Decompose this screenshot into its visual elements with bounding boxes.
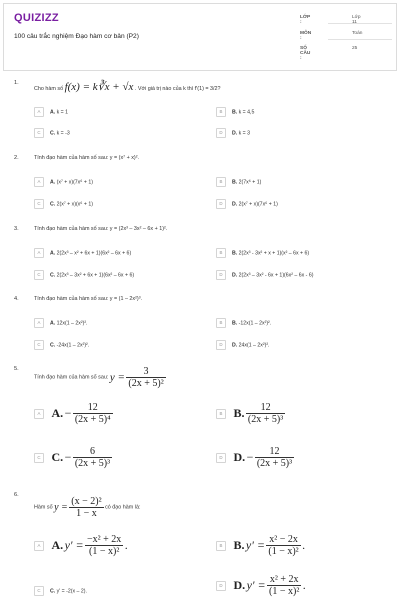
fraction-denominator: (2x + 5)³	[74, 458, 111, 469]
meta-value: Lớp 11	[352, 15, 361, 25]
question-text: Tính đạo hàm của hàm số sau: y = (1 – 2x²)³.	[34, 296, 143, 302]
fraction-numerator: 12	[260, 402, 271, 413]
option-tail: .	[124, 538, 128, 552]
meta-key: MÔN :	[300, 31, 312, 41]
option-label: A.	[50, 320, 56, 327]
option-label: D.	[233, 578, 246, 592]
option-c[interactable]	[34, 128, 70, 138]
option-label: D.	[232, 201, 238, 208]
option-box[interactable]: D	[216, 128, 226, 138]
fraction-numerator: 12	[87, 402, 98, 413]
option-box[interactable]: B	[216, 541, 226, 551]
question-prefix: Cho hàm số	[34, 86, 64, 92]
option-c[interactable]	[34, 446, 112, 469]
formula-lhs: y =	[109, 371, 125, 384]
option-b[interactable]	[216, 402, 285, 425]
question-suffix: có đạo hàm là:	[105, 504, 141, 511]
option-d[interactable]	[216, 446, 294, 469]
question-formula: f(x) = k∛x + √x	[64, 81, 134, 93]
option-box[interactable]: D	[216, 453, 226, 463]
option-label: A.	[51, 538, 64, 552]
fraction-numerator: 3	[143, 366, 149, 377]
fraction-denominator: 1 − x	[69, 507, 103, 519]
option-text: k = -3	[56, 130, 70, 137]
option-label: C.	[50, 201, 56, 208]
formula-fraction	[69, 496, 103, 519]
question-number: 2.	[14, 155, 19, 161]
option-box[interactable]: A	[34, 177, 44, 187]
option-fraction	[255, 446, 294, 469]
option-fraction	[73, 402, 113, 425]
option-box[interactable]: C	[34, 340, 44, 350]
option-fraction	[73, 446, 112, 469]
meta-value: 25	[352, 46, 358, 51]
divider	[328, 23, 392, 24]
option-text: 24x(1 – 2x²)².	[238, 342, 270, 349]
option-sign: −	[64, 450, 72, 464]
option-d[interactable]	[216, 270, 313, 280]
option-text: 2(2x³ – 3x² - 6x + 1)(6x² – 6x - 6)	[238, 272, 314, 279]
option-label: D.	[233, 450, 246, 464]
option-c[interactable]	[34, 586, 87, 596]
option-label: A.	[50, 179, 56, 186]
option-a[interactable]	[34, 534, 128, 557]
option-text: 2(7x⁶ + 1)	[238, 179, 262, 186]
fraction-denominator: (2x + 5)³	[247, 414, 284, 425]
option-box[interactable]: A	[34, 107, 44, 117]
option-box[interactable]: B	[216, 248, 226, 258]
option-fraction	[85, 534, 123, 557]
option-b[interactable]	[216, 248, 309, 258]
option-box[interactable]: B	[216, 318, 226, 328]
option-b[interactable]	[216, 534, 305, 557]
option-text: -12x(1 – 2x²)².	[238, 320, 272, 327]
option-lhs: y' =	[246, 578, 266, 592]
option-fraction	[267, 574, 301, 597]
option-label: C.	[50, 342, 56, 349]
option-box[interactable]: B	[216, 409, 226, 419]
fraction-denominator: (2x + 5)⁴	[74, 414, 111, 425]
option-label: A.	[50, 109, 56, 116]
option-c[interactable]	[34, 199, 93, 209]
question-text: Tính đạo hàm của hàm số sau: y = (x⁷ + x)².	[34, 155, 140, 161]
option-label: C.	[51, 450, 64, 464]
option-b[interactable]	[216, 318, 271, 328]
question-text	[34, 80, 221, 93]
option-label: B.	[233, 406, 245, 420]
question-text	[34, 366, 166, 389]
option-box[interactable]: D	[216, 270, 226, 280]
option-label: B.	[232, 109, 238, 116]
meta-value: Toán	[352, 31, 363, 36]
option-b[interactable]	[216, 177, 261, 187]
option-box[interactable]: C	[34, 453, 44, 463]
option-label: C.	[50, 130, 56, 137]
option-label: A.	[50, 250, 56, 257]
option-box[interactable]: C	[34, 586, 44, 596]
question-text: Tính đạo hàm của hàm số sau: y = (2x³ – 3x² – 6x + 1)².	[34, 226, 168, 232]
option-box[interactable]: A	[34, 318, 44, 328]
option-a[interactable]	[34, 318, 88, 328]
question-number: 3.	[14, 226, 19, 232]
fraction-denominator: (1 − x)²	[269, 586, 300, 597]
option-box[interactable]: B	[216, 177, 226, 187]
question-number: 5.	[14, 366, 19, 372]
option-text: 2(2x³ – x² + 6x + 1)(6x² – 6x + 6)	[56, 250, 132, 257]
option-text: 2(2x³ – 3x² + 6x + 1)(6x² – 6x + 6)	[56, 272, 135, 279]
option-label: C.	[50, 272, 56, 279]
fraction-numerator: x² − 2x	[269, 534, 298, 545]
fraction-denominator: (1 − x)²	[85, 545, 123, 557]
quizizz-logo: QUIZIZZ	[14, 12, 59, 24]
option-box[interactable]: D	[216, 581, 226, 591]
option-a[interactable]	[34, 248, 131, 258]
question-text	[34, 496, 140, 519]
option-d[interactable]	[216, 199, 278, 209]
option-box[interactable]: C	[34, 270, 44, 280]
option-text: 2(x⁷ + x)(x⁶ + 1)	[56, 201, 93, 208]
option-box[interactable]: A	[34, 248, 44, 258]
option-text: k = 4,5	[238, 109, 255, 116]
option-tail: .	[302, 578, 306, 592]
option-text: 12x(1 – 2x²)².	[56, 320, 88, 327]
fraction-denominator: (2x + 5)²	[128, 378, 164, 389]
option-label: A.	[51, 406, 64, 420]
question-prefix: Hàm số	[34, 504, 53, 511]
fraction-denominator: (1 − x)²	[268, 546, 299, 557]
fraction-numerator: (x − 2)²	[71, 496, 102, 507]
option-c[interactable]	[34, 270, 134, 280]
option-box[interactable]: A	[34, 409, 44, 419]
option-box[interactable]: C	[34, 128, 44, 138]
fraction-numerator: −x² + 2x	[87, 534, 122, 545]
formula-fraction	[126, 366, 165, 389]
formula-lhs: y =	[54, 502, 68, 513]
option-label: B.	[232, 320, 238, 327]
option-d[interactable]	[216, 340, 270, 350]
question-number: 6.	[14, 492, 19, 498]
page-title: 100 câu trắc nghiệm Đạo hàm cơ bản (P2)	[14, 33, 139, 40]
option-box[interactable]: B	[216, 107, 226, 117]
option-a[interactable]	[34, 177, 93, 187]
option-lhs: y' =	[245, 538, 265, 552]
fraction-numerator: 6	[89, 446, 95, 457]
option-tail: .	[302, 538, 306, 552]
fraction-numerator: x² + 2x	[269, 574, 299, 585]
option-label: C.	[50, 588, 56, 595]
option-text: -24x(1 – 2x²)².	[56, 342, 90, 349]
option-box[interactable]: C	[34, 199, 44, 209]
option-box[interactable]: D	[216, 199, 226, 209]
meta-key: LỚP :	[300, 15, 311, 25]
option-fraction	[246, 402, 285, 425]
option-a[interactable]	[34, 402, 113, 425]
question-number: 1.	[14, 80, 19, 86]
option-label: B.	[233, 538, 245, 552]
option-sign: −	[64, 406, 72, 420]
option-text: y' = -2(x – 2).	[56, 588, 87, 595]
option-label: B.	[232, 179, 238, 186]
option-b[interactable]	[216, 107, 254, 117]
option-label: D.	[232, 342, 238, 349]
question-prefix: Tính đạo hàm của hàm số sau:	[34, 374, 109, 381]
option-label: D.	[232, 130, 238, 137]
question-number: 4.	[14, 296, 19, 302]
option-text: 2(2x³ - 3x² + x + 1)(x² – 6x + 6)	[238, 250, 310, 257]
option-text: k = 1	[56, 109, 69, 116]
option-c[interactable]	[34, 340, 89, 350]
option-d[interactable]	[216, 128, 250, 138]
option-box[interactable]: D	[216, 340, 226, 350]
option-text: k = 3	[238, 130, 251, 137]
fraction-numerator: 12	[269, 446, 280, 457]
option-fraction	[266, 534, 300, 557]
fraction-denominator: (2x + 5)³	[256, 458, 293, 469]
option-a[interactable]	[34, 107, 68, 117]
question-suffix: . Với giá trị nào của k thì f'(1) = 3/2?	[134, 86, 221, 92]
meta-key: SỐ CÂU :	[300, 46, 311, 61]
option-sign: −	[246, 450, 254, 464]
divider	[328, 39, 392, 40]
option-text: (x⁷ + x)(7x⁶ + 1)	[56, 179, 93, 186]
option-d[interactable]	[216, 574, 306, 597]
option-text: 2(x⁷ + x)(7x⁶ + 1)	[238, 201, 278, 208]
option-lhs: y' =	[64, 538, 84, 552]
option-label: D.	[232, 272, 238, 279]
option-box[interactable]: A	[34, 541, 44, 551]
option-label: B.	[232, 250, 238, 257]
